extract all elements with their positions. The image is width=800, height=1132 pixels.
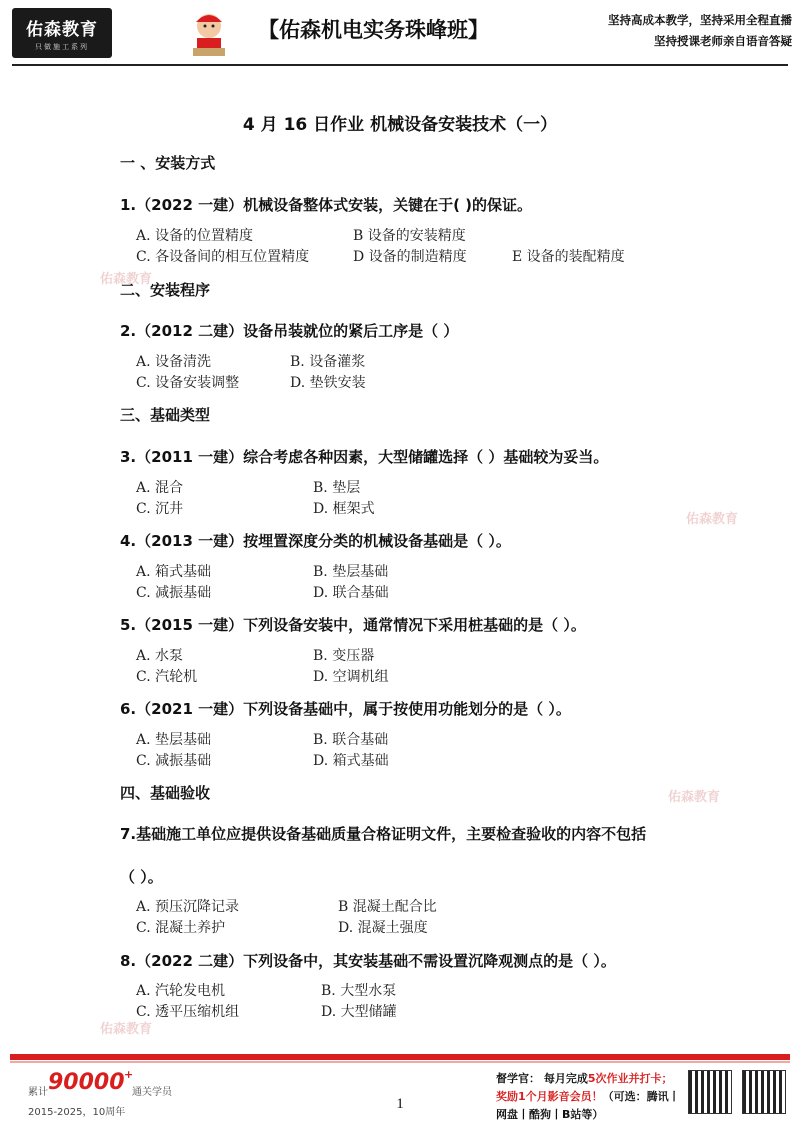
option: C. 沉井: [136, 501, 184, 517]
option: B. 垫层: [313, 480, 361, 496]
option: D. 联合基础: [313, 585, 389, 601]
header-divider: [12, 64, 788, 66]
question-4: 4.（2013 一建）按埋置深度分类的机械设备基础是（ ）。: [120, 532, 511, 550]
count-number: 90000: [48, 1070, 125, 1095]
option: B. 变压器: [313, 648, 375, 664]
option: A. 汽轮发电机: [136, 983, 226, 999]
option: B. 大型水泵: [321, 983, 397, 999]
question-5: 5.（2015 一建）下列设备安装中，通常情况下采用桩基础的是（ ）。: [120, 616, 586, 634]
question-6: 6.（2021 一建）下列设备基础中，属于按使用功能划分的是（ ）。: [120, 700, 571, 718]
option: A. 混合: [136, 480, 184, 496]
footer-band: [10, 1054, 790, 1060]
slogan-line-1: 坚持高成本教学，坚持采用全程直播: [608, 13, 792, 27]
option: C. 透平压缩机组: [136, 1004, 240, 1020]
watermark: 佑森教育: [100, 272, 153, 287]
brand-logo: [12, 8, 112, 58]
section-heading: 一 、安装方式: [120, 154, 216, 172]
option: C. 各设备间的相互位置精度: [136, 249, 310, 265]
option: A. 设备的位置精度: [136, 228, 254, 244]
option: A. 垫层基础: [136, 732, 212, 748]
mascot-image: [185, 8, 233, 60]
option: C. 混凝土养护: [136, 920, 226, 936]
option: E 设备的装配精度: [512, 249, 625, 265]
option: A. 设备清洗: [136, 354, 212, 370]
option: A. 水泵: [136, 648, 184, 664]
section-heading: 三、基础类型: [120, 406, 211, 424]
promo-line-2: [496, 1088, 680, 1104]
promo-options: （可选：腾讯丨: [602, 1090, 680, 1103]
promo-line-1: [496, 1070, 673, 1086]
option: D. 框架式: [313, 501, 375, 517]
logo-text: 佑森教育: [26, 19, 98, 40]
promo-line-3: 网盘丨酷狗丨B站等）: [496, 1108, 604, 1121]
slogan-line-2: 坚持授课老师亲自语音答疑: [654, 34, 792, 48]
count-prefix: 累计: [28, 1087, 48, 1098]
page-number: 1: [396, 1096, 404, 1112]
footer-band-accent: [10, 1061, 790, 1063]
watermark: 佑森教育: [100, 1022, 153, 1037]
qr-code-icon: [742, 1070, 786, 1114]
option: D. 箱式基础: [313, 753, 389, 769]
option: C. 减振基础: [136, 753, 212, 769]
question-2: 2.（2012 二建）设备吊装就位的紧后工序是（ ）: [120, 322, 459, 340]
section-heading: 四、基础验收: [120, 784, 211, 802]
option: D. 大型储罐: [321, 1004, 397, 1020]
question-7: 7.基础施工单位应提供设备基础质量合格证明文件，主要检查验收的内容不包括: [120, 825, 647, 843]
option: A. 箱式基础: [136, 564, 212, 580]
promo-label: 督学官：: [496, 1072, 540, 1085]
option: B 设备的安装精度: [353, 228, 466, 244]
option: B. 垫层基础: [313, 564, 389, 580]
question-1: 1.（2022 一建）机械设备整体式安装，关键在于( )的保证。: [120, 196, 533, 214]
option: C. 减振基础: [136, 585, 212, 601]
promo-highlight: 5次作业并打卡；: [587, 1072, 673, 1085]
count-suffix: 通关学员: [132, 1087, 172, 1098]
option: B. 联合基础: [313, 732, 389, 748]
option: C. 汽轮机: [136, 669, 198, 685]
option: C. 设备安装调整: [136, 375, 240, 391]
question-8: 8.（2022 二建）下列设备中，其安装基础不需设置沉降观测点的是（ ）。: [120, 952, 616, 970]
section-heading: 二、安装程序: [120, 281, 211, 299]
promo-reward: 奖励1个月影音会员！: [496, 1090, 603, 1103]
watermark: 佑森教育: [668, 790, 721, 805]
option: D. 混凝土强度: [338, 920, 428, 936]
watermark: 佑森教育: [686, 512, 739, 527]
qr-code-icon: [688, 1070, 732, 1114]
option: D 设备的制造精度: [353, 249, 467, 265]
logo-subtext: 只做施工系列: [35, 42, 89, 51]
option: B 混凝土配合比: [338, 899, 437, 915]
promo-text: 每月完成: [543, 1072, 588, 1085]
option: B. 设备灌浆: [290, 354, 366, 370]
years-label: 2015-2025，10周年: [28, 1107, 126, 1118]
option: D. 垫铁安装: [290, 375, 366, 391]
question-3: 3.（2011 一建）综合考虑各种因素，大型储罐选择（ ）基础较为妥当。: [120, 448, 609, 466]
question-7-continued: （ ）。: [120, 868, 163, 886]
header-title: 【佑森机电实务珠峰班】: [258, 18, 489, 42]
count-plus: +: [124, 1068, 134, 1081]
option: D. 空调机组: [313, 669, 389, 685]
document-title: 4 月 16 日作业 机械设备安装技术（一）: [242, 115, 558, 135]
option: A. 预压沉降记录: [136, 899, 240, 915]
